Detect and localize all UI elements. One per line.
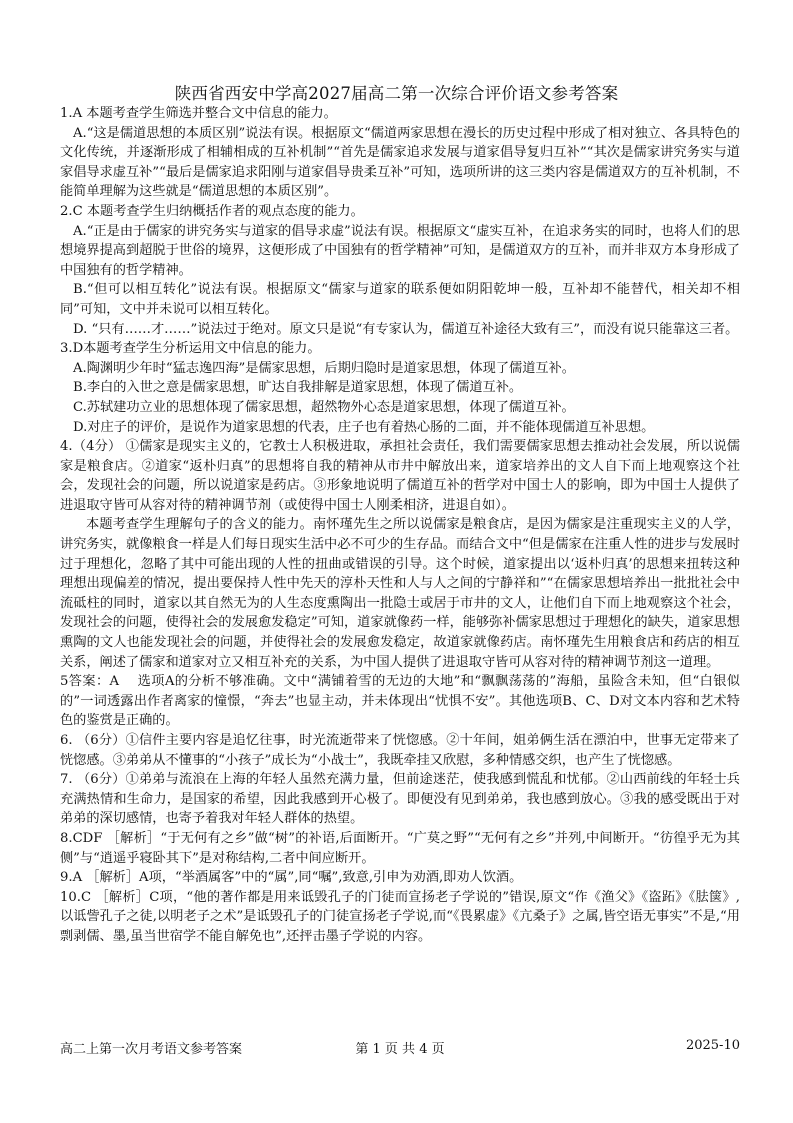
answer-6: 6. （6分）①信件主要内容是追忆往事，时光流逝带来了恍惚感。②十年间，姐弟俩生活在漂泊中，世事无定带来了恍惚感。③弟弟从不懂事的“小孩子”成长为“小战士”，我既牵挂又欣慰，多种情感交织，也产生了恍惚感。 [60, 733, 740, 768]
answer-3-option-d: D.对庄子的评价，是说作为道家思想的代表，庄子也有着热心肠的二面，并不能体现儒道互补思想。 [73, 419, 655, 435]
answer-7: 7. （6分）①弟弟与流浪在上海的年轻人虽然充满力量，但前途迷茫，使我感到慌乱和忧郁。②山西前线的年轻士兵充满热情和生命力，是国家的希望，因此我感到开心极了。即便没有见到弟弟，我也感到放心。③我的感受既出于对弟弟的深切感情，也寄予着我对年轻人群体的热望。 [60, 772, 740, 827]
answer-8: 8.CDF ［解析］“于无何有之乡”做“树”的补语,后面断开。“广莫之野”“无何有之乡”并列,中间断开。“彷徨乎无为其侧”与“逍遥乎寝卧其下”是对称结构,二者中间应断开。 [60, 830, 740, 866]
answer-3-option-b: B.李白的入世之意是儒家思想，旷达自我排解是道家思想，体现了儒道互补。 [73, 380, 523, 396]
answer-2-heading: 2.C 本题考查学生归纳概括作者的观点态度的能力。 [60, 203, 364, 219]
footer-date: 2025-10 [685, 1038, 740, 1053]
answer-2-option-d: D. “只有……才……”说法过于绝对。原文只是说“有专家认为，儒道互补途径大致有三”，而没有说只能靠这三者。 [73, 321, 739, 337]
answer-4: 4.（4分） ①儒家是现实主义的，它教士人积极进取，承担社会责任，我们需要儒家思想去推动社会发展，所以说儒家是粮食店。②道家“返朴归真”的思想将自我的精神从市井中解放出来，道家培养出的文人自下而上地观察这个社会，发现社会的问题，所以说道家是药店。③形象地说明了儒道互补的哲学对中国士人的影响，即为中国士人提供了进退取守皆可从容对待的精神调节剂（或使得中国士人刚柔相济，进退自如）。 [60, 439, 740, 513]
answer-2-option-a: A.“正是由于儒家的讲究务实与道家的倡导求虚”说法有误。根据原文“虚实互补，在追求务实的同时，也将人们的思想境界提高到超脱于世俗的境界，这便形成了中国独有的哲学精神”可知，是儒道双方的互补，而并非双方本身形成了中国独有的哲学精神。 [60, 223, 740, 278]
answer-3-heading: 3.D本题考查学生分析运用文中信息的能力。 [60, 341, 321, 357]
answer-3-option-c: C.苏轼建功立业的思想体现了儒家思想，超然物外心态是道家思想，体现了儒道互补。 [73, 399, 575, 415]
answer-3-option-a: A.陶渊明少年时“猛志逸四海”是儒家思想，后期归隐时是道家思想，体现了儒道互补。 [73, 360, 575, 376]
answer-5: 5答案：A 选项A的分析不够准确。文中“满铺着雪的无边的大地”和“飘飘荡荡的”海船，虽险含未知，但“白银似的”一词透露出作者离家的憧憬，“奔去”也显主动，并未体现出“忧惧不安”。其他选项B、C、D对文本内容和艺术特色的鉴赏是正确的。 [60, 674, 740, 729]
document-title: 陕西省西安中学高2027届高二第一次综合评价语文参考答案 [174, 84, 619, 103]
footer-doc-name: 高二上第一次月考语文参考答案 [60, 1042, 243, 1057]
answer-1-option-a: A.“这是儒道思想的本质区别”说法有误。根据原文“儒道两家思想在漫长的历史过程中形成了相对独立、各具特色的文化传统，并逐渐形成了相辅相成的互补机制”“首先是儒家追求发展与道家倡导复归互补”“其次是儒家讲究务实与道家倡导求虚互补”“最后是儒家追求阳刚与道家倡导贵柔互补”可知，选项所讲的这三类内容是儒道双方的互补机制，不能简单理解为这些就是“儒道思想的本质区别”。 [60, 125, 740, 200]
page-footer [60, 1038, 740, 1058]
answer-content [60, 104, 740, 947]
answer-1-heading: 1.A 本题考查学生筛选并整合文中信息的能力。 [60, 106, 337, 121]
answer-2-option-b: B.“但可以相互转化”说法有误。根据原文“儒家与道家的联系便如阴阳乾坤一般，互补却不能替代，相关却不相同”可知，文中并未说可以相互转化。 [60, 282, 740, 317]
answer-9: 9.A ［解析］A项，“举酒属客”中的“属”,同“嘱”,致意,引申为劝酒,即劝人饮酒。 [60, 870, 523, 886]
footer-page-number: 第 1 页 共 4 页 [355, 1042, 445, 1057]
answer-4-analysis: 本题考查学生理解句子的含义的能力。南怀瑾先生之所以说儒家是粮食店，是因为儒家是注重现实主义的人学，讲究务实，就像粮食一样是人们每日现实生活中必不可少的生存品。而结合文中“但是儒家在注重人性的进步与发展时过于理想化，忽略了其中可能出现的人性的扭曲或错误的引导。这个时候，道家提出以‘返朴归真’的思想来扭转这种理想出现偏差的情况，提出要保持人性中先天的淳朴天性和人与人之间的宁静祥和”“在儒家思想培养出一批批社会中流砥柱的同时，道家以其自然无为的人生态度熏陶出一批隐士或居于市井的文人，让他们自下而上地观察这个社会，发现社会的问题，使得社会的发展愈发稳定”可知，道家就像药一样，能够弥补儒家思想过于理想化的缺失，道家思想熏陶的文人也能发现社会的问题，并使得社会的发展愈发稳定，故道家就像药店。南怀瑾先生用粮食店和药店的相互关系，阐述了儒家和道家对立又相互补充的关系，为中国人提供了进退取守皆可从容对待的精神调节剂这一道理。 [60, 517, 740, 670]
answer-10: 10.C ［解析］C项，“他的著作都是用来诋毁孔子的门徒而宣扬老子学说的”错误,原文“作《渔父》《盗跖》《胠箧》,以诋訾孔子之徒,以明老子之术”是诋毁孔子的门徒宣扬老子学说,而“《畏累虚》《亢桑子》之属,皆空语无事实”不是,“用剽剥儒、墨,虽当世宿学不能自解免也”,还抨击墨子学说的内容。 [60, 889, 740, 944]
